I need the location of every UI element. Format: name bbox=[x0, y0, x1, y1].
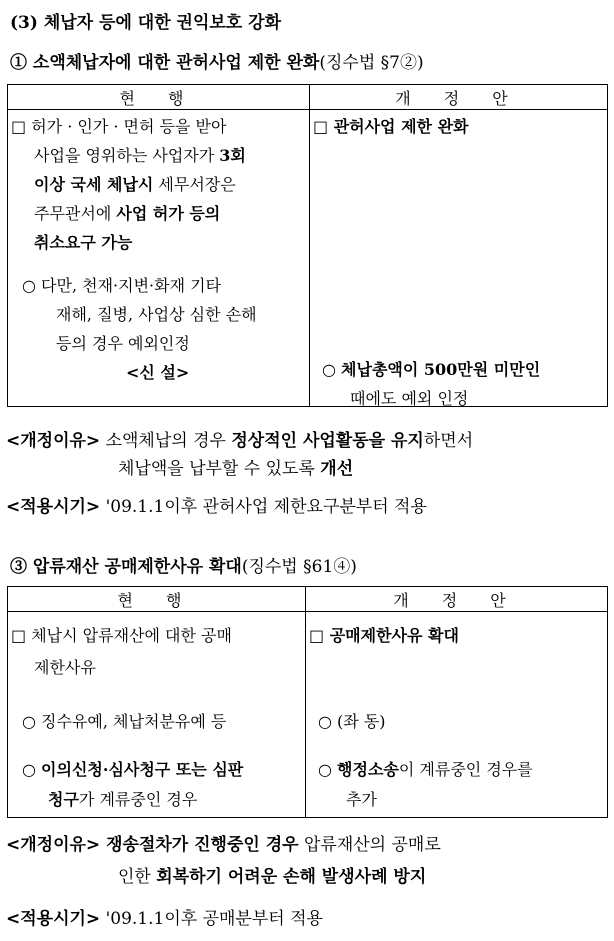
item1-current-line: 주무관서에 사업 허가 등의 bbox=[34, 204, 221, 223]
item1-title bbox=[10, 48, 424, 73]
item1-new-provision: <신 설> bbox=[126, 363, 190, 382]
item2-current-line: ○ 징수유예, 체납처분유예 등 bbox=[22, 712, 227, 731]
item1-reason: <개정이유> 소액체납의 경우 정상적인 사업활동을 유지하면서 bbox=[6, 431, 474, 451]
item2-current-line: □ 체납시 압류재산에 대한 공매 bbox=[11, 626, 232, 645]
item1-current-line: 재해, 질병, 사업상 심한 손해 bbox=[56, 305, 257, 324]
item2-revised-line: ○ (좌 동) bbox=[318, 712, 386, 731]
item2-title bbox=[10, 552, 357, 577]
item1-current-line: 이상 국세 체납시 세무서장은 bbox=[34, 175, 236, 194]
item1-revised-line: ○ 체납총액이 500만원 미만인 bbox=[322, 360, 541, 379]
item1-revised-cell bbox=[310, 110, 607, 406]
item1-header-revised: 개 정 안 bbox=[310, 85, 608, 110]
item2-revised-line: 추가 bbox=[346, 790, 377, 809]
item2-current-line: 제한사유 bbox=[34, 658, 96, 677]
item2-current-line: ○ 이의신청·심사청구 또는 심판 bbox=[22, 760, 244, 779]
item1-current-cell bbox=[8, 110, 309, 406]
item1-current-line: □ 허가 · 인가 · 면허 등을 받아 bbox=[11, 117, 227, 136]
item1-title-text: ① 소액체납자에 대한 관허사업 제한 완화 bbox=[10, 53, 320, 73]
item2-reason-line2: 인한 회복하기 어려운 손해 발생사례 방지 bbox=[118, 867, 427, 887]
item1-effective-label: <적용시기> bbox=[6, 497, 101, 517]
item2-header-revised: 개 정 안 bbox=[306, 587, 608, 612]
item1-reason-label: <개정이유> bbox=[6, 431, 101, 451]
item2-revised-line: □ 공매제한사유 확대 bbox=[309, 626, 459, 645]
item2-reason: <개정이유> 쟁송절차가 진행중인 경우 압류재산의 공매로 bbox=[6, 835, 441, 855]
item1-revised-line: 때에도 예외 인정 bbox=[350, 389, 469, 408]
item1-current-line: ○ 다만, 천재·지변·화재 기타 bbox=[22, 276, 222, 295]
item1-revised-line: □ 관허사업 제한 완화 bbox=[313, 117, 469, 136]
item1-current-line: 취소요구 가능 bbox=[34, 233, 133, 252]
item2-revised-line: ○ 행정소송이 계류중인 경우를 bbox=[318, 760, 533, 779]
item2-reason-label: <개정이유> bbox=[6, 835, 101, 855]
item1-current-line: 등의 경우 예외인정 bbox=[56, 334, 190, 353]
item1-table bbox=[7, 84, 608, 407]
item1-reason-line2: 체납액을 납부할 수 있도록 개선 bbox=[118, 459, 354, 479]
item2-table bbox=[7, 586, 608, 818]
item1-current-line: 사업을 영위하는 사업자가 3회 bbox=[34, 146, 246, 165]
section-title: (3) 체납자 등에 대한 권익보호 강화 bbox=[10, 13, 281, 33]
item1-effective: <적용시기> '09.1.1이후 관허사업 제한요구분부터 적용 bbox=[6, 497, 427, 517]
item2-header-current: 현 행 bbox=[8, 587, 306, 612]
item2-current-cell bbox=[8, 612, 305, 817]
item1-header-current: 현 행 bbox=[8, 85, 310, 110]
item2-current-line: 청구가 계류중인 경우 bbox=[48, 790, 198, 809]
item2-effective-label: <적용시기> bbox=[6, 909, 101, 929]
item2-ref: (징수법 §61④) bbox=[241, 557, 357, 577]
item2-effective: <적용시기> '09.1.1이후 공매분부터 적용 bbox=[6, 909, 323, 929]
item2-title-text: ③ 압류재산 공매제한사유 확대 bbox=[10, 557, 242, 577]
item1-ref: (징수법 §7②) bbox=[319, 53, 424, 73]
item2-revised-cell bbox=[306, 612, 607, 817]
